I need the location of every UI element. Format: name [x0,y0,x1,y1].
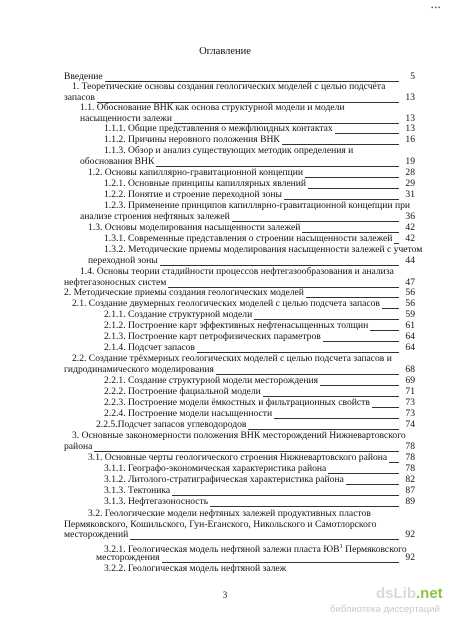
toc-leader-line [210,506,399,507]
toc-entry-title: 2.1.2. Построение карт эффективных нефтенасыщенных толщин [104,320,369,331]
toc-entry-title: 1.2.2. Понятие и строение переходной зоны [104,189,282,200]
toc-entry-title: 1. Теоретические основы создания геологических моделей с целью подсчёта [72,81,386,92]
toc-page-number: 89 [405,496,415,507]
toc-entry-title: 1.3.2. Методические приемы моделирования насыщенности залежей с учетом [104,244,423,255]
toc-leader-line [130,539,399,540]
toc-page-number: 42 [405,222,415,233]
toc-entry[interactable] [104,497,415,508]
toc-superscript: 1 [339,543,343,550]
toc-entry[interactable] [88,256,415,267]
page-number: 3 [222,590,228,600]
toc-entry-title: 2. Методические приемы создания геологических моделей [64,287,304,298]
toc-entry-title: 1.1.2. Причины неровного положения ВНК [104,134,280,145]
toc-entry-title: 1.2. Основы капиллярно-гравитационной концепции [88,167,304,178]
toc-entry-title: 1.3. Основы моделирования насыщенности залежей [88,222,301,233]
toc-page-number: 13 [405,91,415,103]
toc-leader-line [320,385,399,386]
toc-entry-title: месторождений [64,529,129,541]
toc-entry[interactable] [64,365,415,376]
toc-page-number: 87 [405,485,415,496]
toc-entry-title: 2.2.4. Построение модели насыщенности [104,408,273,419]
toc-entry-title-tail: Пермяковского [342,544,407,556]
toc-entry-title: 3.1.3. Тектоника [104,485,171,496]
toc-page-number: 44 [405,254,415,266]
toc-entry-title: 2.1.4. Подсчет запасов [104,342,195,353]
toc-entry-title: 3. Основные закономерности положения ВНК месторождений Нижневартовского [72,430,406,441]
toc-entry-title: 1.2.1. Основные принципы капиллярных явлений [104,178,307,189]
toc-page-number: 78 [405,440,415,452]
toc-leader-line [346,484,399,485]
dslib-watermark [330,585,448,617]
toc-entry[interactable] [72,431,415,442]
toc-entry-title: насыщенности залежи [80,112,172,124]
toc-page-number: 73 [405,408,415,419]
toc-leader-line [308,188,399,189]
toc-entry-title: 2.1.1. Создание структурной модели [104,309,253,320]
toc-entry-title: 1.1. Обоснование ВНК как основа структурной модели и модели [80,102,345,113]
toc-page-number: 36 [405,210,415,222]
toc-page-number: 19 [405,155,415,167]
toc-entry-title: обоснования ВНК [80,155,155,167]
toc-page-number: 74 [405,419,415,430]
toc-entry[interactable] [104,564,415,575]
toc-page-number: 71 [405,386,415,397]
toc-entry-title: Пермяковского, Кошильского, Гун-Еганского, Никольского и Самотлорского [64,518,377,530]
toc-entry-title: 2.2.2. Построение фациальной модели [104,386,261,397]
toc-entry-title: переходной зоны [88,254,158,266]
toc-entry-title: 1.4. Основы теории стадийности процессов нефтегазообразования и анализа [80,266,394,277]
toc-entry-title: 3.1.2. Литолого-стратиграфическая характеристика района [104,474,344,485]
toc-entry-title: 1.2.3. Применение принципов капиллярно-гравитационной концепции при [104,200,411,211]
toc-entry[interactable] [96,553,415,564]
toc-entry-title: 3.2.1. Геологическая модель нефтяной залежи пласта $ЮВ^1$ Пермяковского [104,543,407,556]
toc-page-number: 59 [405,309,415,320]
toc-page-number: 61 [405,320,415,331]
toc-page-number: 42 [405,233,415,244]
toc-leader-line [335,133,399,134]
toc-entry-title: анализе строения нефтяных залежей [80,210,230,222]
toc-page-number: 29 [405,178,415,189]
toc-entry-title: нефтегазоносных систем [64,276,167,288]
toc-page-number: 56 [405,298,415,309]
toc-page-number: 47 [405,276,415,288]
toc-entry-title: 3.2. Геологические модели нефтяных залежей продуктивных пластов [88,508,371,519]
toc-entry-title: 1.1.1. Общие представления о межфлюидных контактах [104,123,333,134]
toc-entry-title: месторождения [96,551,160,563]
toc-page-number: 13 [405,123,415,134]
toc-entry-title: 1.3.1. Современные представления о строении насыщенности залежей [104,233,393,244]
toc-entry-title: 2.1. Создание двумерных геологических моделей с целью подсчета запасов [72,298,380,309]
toc-entry-title: 2.2. Создание трёхмерных геологических моделей с целью подсчета запасов и [72,353,392,364]
toc-page-number: 78 [405,452,415,463]
toc-page-number: 31 [405,189,415,200]
toc-entry[interactable] [80,212,415,223]
toc-page-number: 92 [405,529,415,541]
toc-entry-title: 3.1.3. Нефтегазоносность [104,496,209,507]
toc-page-number: 64 [405,331,415,342]
toc-entry-title: 2.2.1. Создание структурной модели месторождения [104,375,319,386]
toc-entry[interactable] [72,82,415,93]
toc-page-number: 68 [405,363,415,375]
page-title: Оглавление [199,46,251,57]
toc-entry[interactable] [64,442,415,453]
toc-entry-title: 2.1.3. Построение карт петрофизических параметров [104,331,321,342]
toc-entry[interactable] [64,530,415,541]
toc-entry-title: 3.1.1. Географо-экономическая характеристика района [104,463,327,474]
toc-entry-title: 3.1. Основные черты геологического строения Нижневартовского района [88,452,388,463]
toc-entry-title: 3.2.2. Геологическая модель нефтяной залеж [104,563,287,574]
toc-leader-line [305,177,399,178]
toc-leader-line [274,418,399,419]
toc-page-number: 28 [405,167,415,178]
toc-entry-title: гидродинамического моделирования [64,363,214,375]
toc-entry-title: 1.1.3. Обзор и анализ существующих методик определения и [104,145,354,156]
toc-page-number: 73 [405,397,415,408]
toc-entry-title: Введение [64,71,103,82]
toc-page-number: 92 [405,551,415,563]
toc-page-number: 56 [405,287,415,298]
toc-entry-title: 2.2.3. Построение модели ёмкостных и фильтрационных свойств [104,397,370,408]
watermark-subtitle: библиотека диссертаций [330,604,440,615]
toc-entry-title: запасов [64,91,95,103]
toc-page-number: 69 [405,375,415,386]
toc-page-number: 13 [405,112,415,124]
toc-page-number: 64 [405,342,415,353]
toc-entry-title: 2.2.5.Подсчет запасов углеводородов [96,419,247,430]
toc-leader-line [323,341,399,342]
toc-entry-title: района [64,440,93,452]
corner-mark: ••• [431,4,442,12]
dslib-logo: dsLib.net [376,585,443,602]
toc-page-number: 82 [405,474,415,485]
toc-entry[interactable] [80,157,415,168]
toc-page-number: 78 [405,463,415,474]
toc-page-number: 16 [405,134,415,145]
toc-page-number: 5 [410,71,415,82]
